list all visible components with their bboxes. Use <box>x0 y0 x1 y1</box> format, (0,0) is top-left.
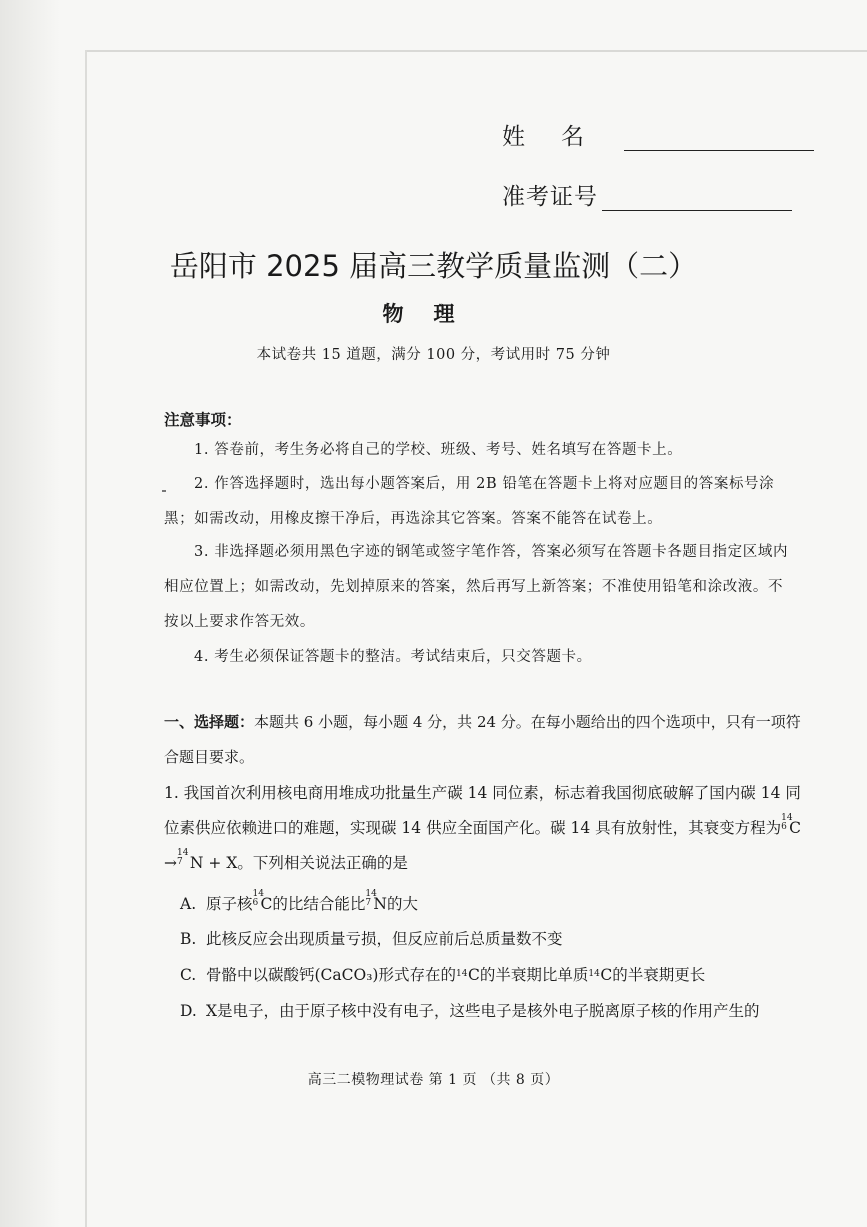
name-blank-line[interactable] <box>624 128 814 151</box>
subject-title: 物理 <box>382 302 485 326</box>
notice-item-1: 1. 答卷前，考生务必将自己的学校、班级、考号、姓名填写在答题卡上。 <box>194 442 683 458</box>
option-c[interactable]: C. 骨骼中以碳酸钙(CaCO₃)形式存在的 14 C的半衰期比单质 14 C的半衰期更长 <box>180 966 706 984</box>
exam-info: 本试卷共 15 道题，满分 100 分，考试用时 75 分钟 <box>256 347 611 363</box>
carbon-isotope-notation: 14 6 <box>781 813 793 832</box>
nitrogen-isotope-notation: 14 7 <box>177 848 189 867</box>
exam-id-blank-line[interactable] <box>602 188 792 211</box>
notice-item-2: 2. 作答选择题时，选出每小题答案后，用 2B 铅笔在答题卡上将对应题目的答案标号涂黑；如需改动，用橡皮擦干净后，再选涂其它答案。答案不能答在试卷上。 <box>164 476 775 527</box>
option-b[interactable]: B. 此核反应会出现质量亏损，但反应前后总质量数不变 <box>180 930 563 948</box>
exam-id-label: 准考证号 <box>502 184 598 210</box>
notice-item-4: 4. 考生必须保证答题卡的整洁。考试结束后，只交答题卡。 <box>194 649 592 665</box>
section-1-description: 本题共 6 小题，每小题 4 分，共 24 分。在每小题给出的四个选项中，只有一项符合题目要求。 <box>164 713 801 766</box>
paper-top-edge <box>85 50 867 52</box>
option-a[interactable]: A. 原子核 14 6 C的比结合能比 14 7 N的大 <box>180 889 418 913</box>
name-field <box>502 118 814 151</box>
page-footer: 高三二模物理试卷 第 1 页 （共 8 页） <box>307 1072 560 1088</box>
question-1-stem: 1. 我国首次利用核电商用堆成功批量生产碳 14 同位素，标志着我国彻底破解了国内碳 14 同位素供应依赖进口的难题，实现碳 14 供应全面国产化。碳 14 具有放射性，其衰变方程为 14 6 C → 14 7 N + X。下列相关说法正确的是 <box>164 784 802 872</box>
section-1-label: 一、选择题： <box>164 713 255 731</box>
exam-title: 岳阳市 2025 届高三教学质量监测（二） <box>169 249 698 283</box>
section-1-heading <box>164 705 804 775</box>
notice-heading: 注意事项： <box>164 411 242 429</box>
exam-id-field <box>502 178 792 211</box>
scan-mark <box>162 490 166 492</box>
option-d[interactable]: D. X是电子，由于原子核中没有电子，这些电子是核外电子脱离原子核的作用产生的 <box>180 1002 760 1020</box>
notice-item-3: 3. 非选择题必须用黑色字迹的钢笔或签字笔作答，答案必须写在答题卡各题目指定区域内相应位置上；如需改动，先划掉原来的答案，然后再写上新答案；不准使用铅笔和涂改液。不按以上要求作答无效。 <box>164 544 789 630</box>
name-label: 姓名 <box>502 124 620 150</box>
paper-left-edge <box>85 50 87 1227</box>
